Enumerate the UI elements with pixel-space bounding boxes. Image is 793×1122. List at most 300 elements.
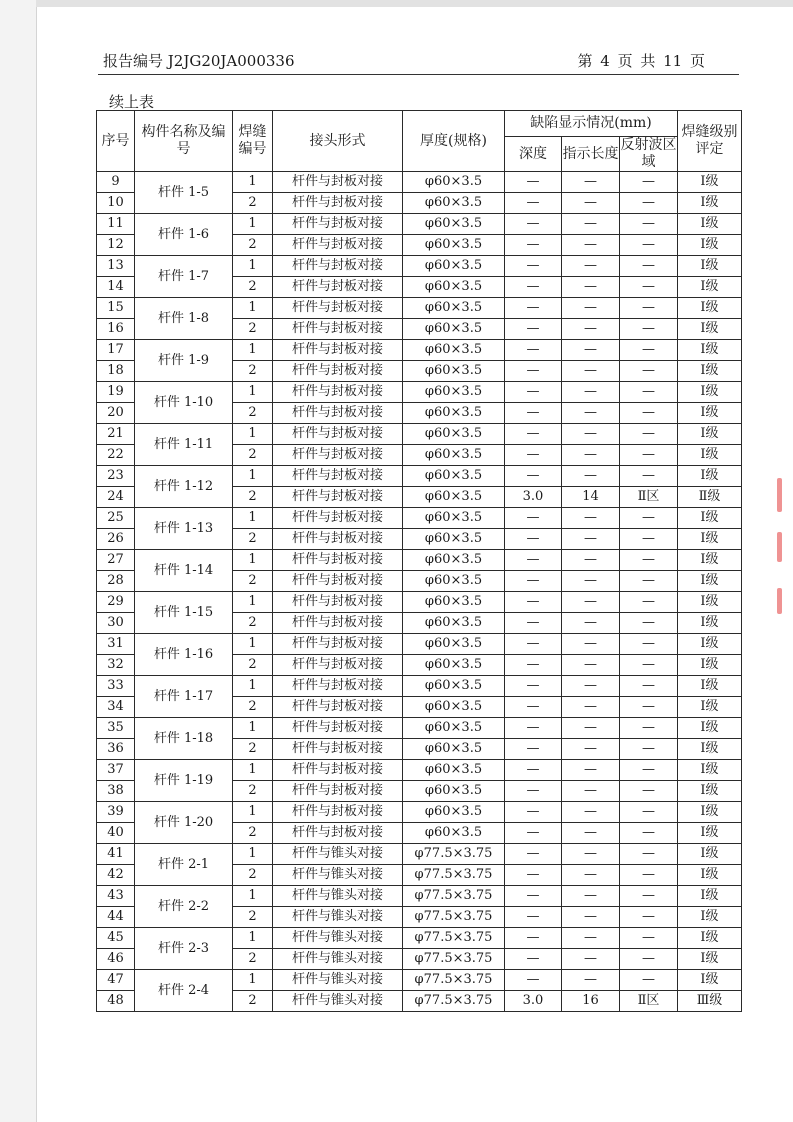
- cell-joint: 杆件与锥头对接: [273, 886, 403, 907]
- cell-region: —: [620, 928, 678, 949]
- cell-seq: 45: [97, 928, 135, 949]
- cell-joint: 杆件与锥头对接: [273, 991, 403, 1012]
- table-row: [97, 928, 742, 949]
- cell-member: 杆件 1-5: [135, 172, 233, 214]
- cell-region: —: [620, 466, 678, 487]
- cell-seq: 47: [97, 970, 135, 991]
- cell-grade: Ⅰ级: [678, 571, 742, 592]
- cell-spec: φ77.5×3.75: [403, 844, 505, 865]
- col-header-region: 反射波区域: [620, 137, 677, 170]
- inspection-table: [96, 110, 742, 1012]
- cell-joint: 杆件与锥头对接: [273, 865, 403, 886]
- cell-weld-no: 1: [233, 928, 273, 949]
- cell-region: —: [620, 697, 678, 718]
- cell-length: —: [562, 907, 620, 928]
- cell-depth: —: [505, 634, 562, 655]
- cell-seq: 40: [97, 823, 135, 844]
- cell-joint: 杆件与封板对接: [273, 550, 403, 571]
- cell-spec: φ60×3.5: [403, 613, 505, 634]
- cell-member: 杆件 1-20: [135, 802, 233, 844]
- cell-region: —: [620, 529, 678, 550]
- cell-depth: —: [505, 172, 562, 193]
- cell-joint: 杆件与封板对接: [273, 445, 403, 466]
- table-row: [97, 760, 742, 781]
- cell-grade: Ⅰ级: [678, 886, 742, 907]
- cell-region: —: [620, 508, 678, 529]
- cell-weld-no: 2: [233, 823, 273, 844]
- cell-joint: 杆件与封板对接: [273, 340, 403, 361]
- cell-region: —: [620, 760, 678, 781]
- cell-length: —: [562, 550, 620, 571]
- cell-region: —: [620, 256, 678, 277]
- cell-region: —: [620, 592, 678, 613]
- cell-weld-no: 2: [233, 865, 273, 886]
- cell-joint: 杆件与封板对接: [273, 634, 403, 655]
- cell-member: 杆件 1-15: [135, 592, 233, 634]
- cell-grade: Ⅰ级: [678, 235, 742, 256]
- cell-spec: φ60×3.5: [403, 802, 505, 823]
- cell-weld-no: 1: [233, 592, 273, 613]
- cell-region: —: [620, 676, 678, 697]
- cell-grade: Ⅰ级: [678, 214, 742, 235]
- cell-length: —: [562, 655, 620, 676]
- cell-seq: 32: [97, 655, 135, 676]
- cell-joint: 杆件与锥头对接: [273, 844, 403, 865]
- cell-grade: Ⅱ级: [678, 487, 742, 508]
- cell-joint: 杆件与封板对接: [273, 466, 403, 487]
- cell-weld-no: 1: [233, 256, 273, 277]
- cell-length: —: [562, 403, 620, 424]
- cell-length: —: [562, 739, 620, 760]
- table-row: [97, 844, 742, 865]
- cell-length: 14: [562, 487, 620, 508]
- cell-grade: Ⅰ级: [678, 634, 742, 655]
- cell-spec: φ60×3.5: [403, 550, 505, 571]
- cell-weld-no: 1: [233, 718, 273, 739]
- cell-length: —: [562, 634, 620, 655]
- cell-joint: 杆件与锥头对接: [273, 949, 403, 970]
- cell-depth: —: [505, 949, 562, 970]
- cell-region: —: [620, 970, 678, 991]
- cell-length: —: [562, 970, 620, 991]
- cell-length: —: [562, 172, 620, 193]
- cell-seq: 27: [97, 550, 135, 571]
- cell-seq: 39: [97, 802, 135, 823]
- cell-region: —: [620, 907, 678, 928]
- cell-length: —: [562, 571, 620, 592]
- cell-joint: 杆件与封板对接: [273, 172, 403, 193]
- cell-spec: φ77.5×3.75: [403, 886, 505, 907]
- cell-weld-no: 1: [233, 886, 273, 907]
- cell-region: —: [620, 403, 678, 424]
- table-row: [97, 802, 742, 823]
- col-header-grade: 焊缝级别评定: [678, 111, 742, 172]
- cell-depth: —: [505, 403, 562, 424]
- cell-joint: 杆件与封板对接: [273, 697, 403, 718]
- cell-seq: 9: [97, 172, 135, 193]
- cell-joint: 杆件与封板对接: [273, 508, 403, 529]
- cell-region: —: [620, 550, 678, 571]
- cell-spec: φ60×3.5: [403, 529, 505, 550]
- cell-depth: —: [505, 445, 562, 466]
- cell-grade: Ⅰ级: [678, 823, 742, 844]
- col-header-defects: 缺陷显示情况(mm): [505, 111, 678, 137]
- cell-joint: 杆件与封板对接: [273, 802, 403, 823]
- cell-grade: Ⅰ级: [678, 760, 742, 781]
- cell-joint: 杆件与封板对接: [273, 382, 403, 403]
- cell-spec: φ60×3.5: [403, 718, 505, 739]
- cell-spec: φ60×3.5: [403, 781, 505, 802]
- cell-weld-no: 1: [233, 844, 273, 865]
- cell-depth: —: [505, 718, 562, 739]
- col-header-weld-no: 焊缝编号: [233, 111, 273, 172]
- cell-weld-no: 2: [233, 655, 273, 676]
- cell-depth: —: [505, 298, 562, 319]
- cell-depth: —: [505, 802, 562, 823]
- cell-seq: 33: [97, 676, 135, 697]
- cell-weld-no: 1: [233, 424, 273, 445]
- table-row: [97, 592, 742, 613]
- cell-region: —: [620, 193, 678, 214]
- cell-region: —: [620, 823, 678, 844]
- cell-joint: 杆件与封板对接: [273, 760, 403, 781]
- cell-member: 杆件 1-14: [135, 550, 233, 592]
- cell-depth: —: [505, 592, 562, 613]
- cell-weld-no: 2: [233, 319, 273, 340]
- cell-spec: φ60×3.5: [403, 634, 505, 655]
- cell-weld-no: 2: [233, 529, 273, 550]
- cell-joint: 杆件与封板对接: [273, 718, 403, 739]
- cell-depth: —: [505, 613, 562, 634]
- cell-depth: —: [505, 823, 562, 844]
- cell-weld-no: 2: [233, 907, 273, 928]
- cell-weld-no: 1: [233, 802, 273, 823]
- table-row: [97, 508, 742, 529]
- cell-joint: 杆件与封板对接: [273, 529, 403, 550]
- cell-depth: —: [505, 970, 562, 991]
- cell-length: —: [562, 865, 620, 886]
- cell-weld-no: 2: [233, 739, 273, 760]
- cell-weld-no: 1: [233, 466, 273, 487]
- cell-region: —: [620, 172, 678, 193]
- cell-seq: 43: [97, 886, 135, 907]
- cell-member: 杆件 1-11: [135, 424, 233, 466]
- cell-spec: φ77.5×3.75: [403, 907, 505, 928]
- cell-length: —: [562, 823, 620, 844]
- cell-joint: 杆件与封板对接: [273, 235, 403, 256]
- cell-region: —: [620, 277, 678, 298]
- cell-joint: 杆件与封板对接: [273, 256, 403, 277]
- cell-depth: —: [505, 277, 562, 298]
- cell-length: —: [562, 508, 620, 529]
- cell-depth: —: [505, 928, 562, 949]
- cell-joint: 杆件与封板对接: [273, 298, 403, 319]
- cell-joint: 杆件与封板对接: [273, 277, 403, 298]
- table-row: [97, 424, 742, 445]
- cell-weld-no: 1: [233, 172, 273, 193]
- cell-region: Ⅱ区: [620, 991, 678, 1012]
- cell-region: —: [620, 865, 678, 886]
- header-rule: [98, 74, 739, 75]
- red-stamp-fragment: [777, 478, 782, 512]
- cell-weld-no: 2: [233, 487, 273, 508]
- cell-depth: —: [505, 508, 562, 529]
- cell-joint: 杆件与封板对接: [273, 781, 403, 802]
- cell-joint: 杆件与封板对接: [273, 361, 403, 382]
- cell-region: —: [620, 718, 678, 739]
- cell-spec: φ60×3.5: [403, 319, 505, 340]
- cell-depth: 3.0: [505, 487, 562, 508]
- cell-weld-no: 2: [233, 361, 273, 382]
- cell-depth: —: [505, 739, 562, 760]
- cell-seq: 42: [97, 865, 135, 886]
- cell-member: 杆件 2-4: [135, 970, 233, 1012]
- cell-joint: 杆件与封板对接: [273, 319, 403, 340]
- cell-grade: Ⅰ级: [678, 193, 742, 214]
- cell-spec: φ60×3.5: [403, 193, 505, 214]
- page-header: [103, 50, 739, 72]
- cell-length: —: [562, 466, 620, 487]
- cell-region: —: [620, 319, 678, 340]
- cell-length: —: [562, 382, 620, 403]
- cell-spec: φ77.5×3.75: [403, 865, 505, 886]
- cell-member: 杆件 1-8: [135, 298, 233, 340]
- col-header-member: 构件名称及编号: [135, 111, 233, 172]
- report-number: 报告编号 J2JG20JA000336: [103, 52, 295, 70]
- cell-weld-no: 2: [233, 781, 273, 802]
- cell-region: —: [620, 214, 678, 235]
- cell-grade: Ⅰ级: [678, 256, 742, 277]
- cell-member: 杆件 1-12: [135, 466, 233, 508]
- cell-joint: 杆件与锥头对接: [273, 928, 403, 949]
- cell-spec: φ60×3.5: [403, 697, 505, 718]
- cell-depth: —: [505, 529, 562, 550]
- cell-depth: —: [505, 697, 562, 718]
- cell-weld-no: 2: [233, 235, 273, 256]
- cell-depth: —: [505, 655, 562, 676]
- cell-seq: 35: [97, 718, 135, 739]
- cell-region: —: [620, 235, 678, 256]
- cell-seq: 18: [97, 361, 135, 382]
- cell-depth: —: [505, 214, 562, 235]
- cell-grade: Ⅰ级: [678, 403, 742, 424]
- cell-spec: φ60×3.5: [403, 739, 505, 760]
- cell-length: —: [562, 319, 620, 340]
- cell-region: —: [620, 886, 678, 907]
- cell-seq: 46: [97, 949, 135, 970]
- cell-seq: 22: [97, 445, 135, 466]
- cell-weld-no: 1: [233, 214, 273, 235]
- cell-region: —: [620, 949, 678, 970]
- cell-spec: φ60×3.5: [403, 424, 505, 445]
- cell-grade: Ⅰ级: [678, 361, 742, 382]
- cell-grade: Ⅰ级: [678, 277, 742, 298]
- cell-weld-no: 2: [233, 613, 273, 634]
- table-row: [97, 256, 742, 277]
- cell-grade: Ⅰ级: [678, 907, 742, 928]
- cell-member: 杆件 1-9: [135, 340, 233, 382]
- cell-seq: 29: [97, 592, 135, 613]
- cell-grade: Ⅰ级: [678, 466, 742, 487]
- cell-grade: Ⅰ级: [678, 550, 742, 571]
- cell-depth: —: [505, 361, 562, 382]
- cell-member: 杆件 1-16: [135, 634, 233, 676]
- cell-length: —: [562, 424, 620, 445]
- cell-length: —: [562, 298, 620, 319]
- cell-weld-no: 2: [233, 571, 273, 592]
- cell-depth: —: [505, 235, 562, 256]
- cell-seq: 41: [97, 844, 135, 865]
- cell-seq: 10: [97, 193, 135, 214]
- cell-depth: —: [505, 319, 562, 340]
- cell-grade: Ⅰ级: [678, 340, 742, 361]
- cell-grade: Ⅰ级: [678, 319, 742, 340]
- cell-joint: 杆件与封板对接: [273, 193, 403, 214]
- col-header-seq: 序号: [97, 111, 135, 172]
- cell-spec: φ60×3.5: [403, 298, 505, 319]
- cell-grade: Ⅰ级: [678, 970, 742, 991]
- cell-length: —: [562, 256, 620, 277]
- cell-joint: 杆件与封板对接: [273, 487, 403, 508]
- cell-spec: φ60×3.5: [403, 592, 505, 613]
- cell-seq: 26: [97, 529, 135, 550]
- cell-length: 16: [562, 991, 620, 1012]
- cell-weld-no: 2: [233, 277, 273, 298]
- cell-depth: —: [505, 193, 562, 214]
- cell-spec: φ60×3.5: [403, 445, 505, 466]
- cell-spec: φ60×3.5: [403, 235, 505, 256]
- table-body: [97, 172, 742, 1012]
- cell-grade: Ⅰ级: [678, 508, 742, 529]
- cell-spec: φ60×3.5: [403, 676, 505, 697]
- cell-length: —: [562, 445, 620, 466]
- cell-depth: —: [505, 676, 562, 697]
- cell-depth: —: [505, 256, 562, 277]
- cell-spec: φ60×3.5: [403, 403, 505, 424]
- cell-weld-no: 1: [233, 382, 273, 403]
- cell-region: —: [620, 382, 678, 403]
- cell-region: Ⅱ区: [620, 487, 678, 508]
- cell-length: —: [562, 340, 620, 361]
- cell-grade: Ⅰ级: [678, 655, 742, 676]
- cell-grade: Ⅰ级: [678, 739, 742, 760]
- cell-seq: 31: [97, 634, 135, 655]
- cell-grade: Ⅰ级: [678, 949, 742, 970]
- cell-spec: φ77.5×3.75: [403, 991, 505, 1012]
- cell-grade: Ⅰ级: [678, 781, 742, 802]
- cell-grade: Ⅰ级: [678, 718, 742, 739]
- cell-seq: 48: [97, 991, 135, 1012]
- cell-grade: Ⅰ级: [678, 844, 742, 865]
- cell-seq: 44: [97, 907, 135, 928]
- cell-joint: 杆件与封板对接: [273, 655, 403, 676]
- cell-weld-no: 1: [233, 340, 273, 361]
- col-header-joint: 接头形式: [273, 111, 403, 172]
- cell-member: 杆件 1-13: [135, 508, 233, 550]
- cell-member: 杆件 1-7: [135, 256, 233, 298]
- cell-grade: Ⅰ级: [678, 424, 742, 445]
- cell-spec: φ60×3.5: [403, 823, 505, 844]
- cell-length: —: [562, 886, 620, 907]
- table-row: [97, 214, 742, 235]
- table-row: [97, 172, 742, 193]
- cell-length: —: [562, 235, 620, 256]
- cell-length: —: [562, 949, 620, 970]
- cell-length: —: [562, 592, 620, 613]
- cell-joint: 杆件与封板对接: [273, 592, 403, 613]
- cell-member: 杆件 1-19: [135, 760, 233, 802]
- cell-joint: 杆件与封板对接: [273, 823, 403, 844]
- cell-region: —: [620, 844, 678, 865]
- table-row: [97, 466, 742, 487]
- cell-spec: φ60×3.5: [403, 655, 505, 676]
- cell-length: —: [562, 844, 620, 865]
- cell-seq: 14: [97, 277, 135, 298]
- table-row: [97, 718, 742, 739]
- cell-region: —: [620, 361, 678, 382]
- cell-spec: φ60×3.5: [403, 382, 505, 403]
- col-header-thickness: 厚度(规格): [403, 111, 505, 172]
- cell-weld-no: 2: [233, 403, 273, 424]
- cell-member: 杆件 2-3: [135, 928, 233, 970]
- cell-joint: 杆件与锥头对接: [273, 907, 403, 928]
- cell-grade: Ⅰ级: [678, 865, 742, 886]
- cell-depth: —: [505, 781, 562, 802]
- cell-spec: φ60×3.5: [403, 214, 505, 235]
- cell-grade: Ⅰ级: [678, 592, 742, 613]
- cell-seq: 38: [97, 781, 135, 802]
- table-row: [97, 382, 742, 403]
- cell-joint: 杆件与封板对接: [273, 214, 403, 235]
- cell-joint: 杆件与封板对接: [273, 571, 403, 592]
- cell-length: —: [562, 361, 620, 382]
- scan-left-edge: [0, 0, 37, 1122]
- cell-length: —: [562, 613, 620, 634]
- cell-seq: 13: [97, 256, 135, 277]
- cell-length: —: [562, 697, 620, 718]
- cell-spec: φ60×3.5: [403, 361, 505, 382]
- cell-spec: φ60×3.5: [403, 277, 505, 298]
- cell-weld-no: 2: [233, 697, 273, 718]
- cell-weld-no: 2: [233, 949, 273, 970]
- cell-member: 杆件 1-10: [135, 382, 233, 424]
- cell-region: —: [620, 634, 678, 655]
- table-row: [97, 676, 742, 697]
- cell-length: —: [562, 214, 620, 235]
- cell-seq: 37: [97, 760, 135, 781]
- cell-member: 杆件 2-1: [135, 844, 233, 886]
- cell-length: —: [562, 928, 620, 949]
- cell-joint: 杆件与封板对接: [273, 613, 403, 634]
- cell-grade: Ⅰ级: [678, 298, 742, 319]
- cell-depth: —: [505, 844, 562, 865]
- cell-depth: —: [505, 865, 562, 886]
- cell-seq: 20: [97, 403, 135, 424]
- cell-member: 杆件 1-18: [135, 718, 233, 760]
- cell-spec: φ60×3.5: [403, 571, 505, 592]
- cell-grade: Ⅰ级: [678, 382, 742, 403]
- cell-grade: Ⅰ级: [678, 697, 742, 718]
- cell-seq: 23: [97, 466, 135, 487]
- cell-depth: —: [505, 907, 562, 928]
- cell-weld-no: 2: [233, 193, 273, 214]
- cell-seq: 28: [97, 571, 135, 592]
- cell-spec: φ77.5×3.75: [403, 928, 505, 949]
- cell-spec: φ60×3.5: [403, 340, 505, 361]
- cell-region: —: [620, 781, 678, 802]
- cell-spec: φ60×3.5: [403, 256, 505, 277]
- cell-spec: φ60×3.5: [403, 172, 505, 193]
